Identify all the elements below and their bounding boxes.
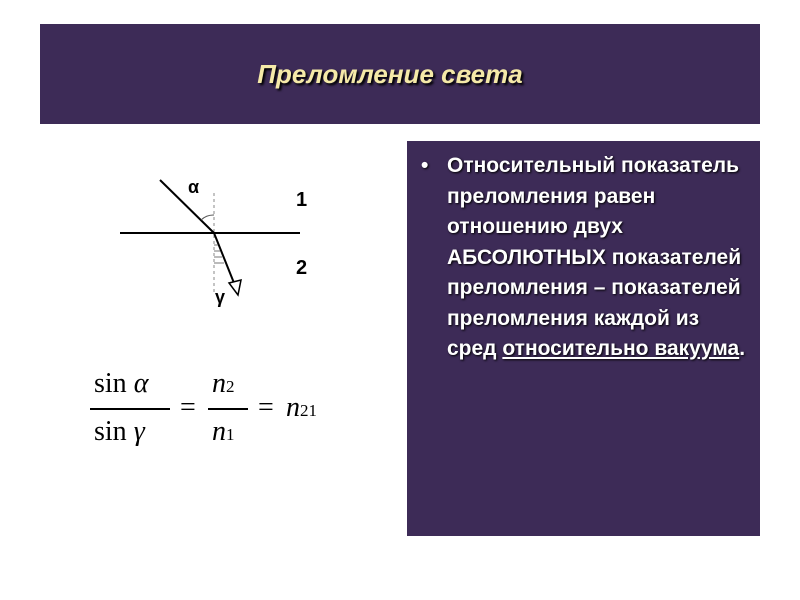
formula-sub-21: 21 — [300, 401, 317, 420]
incident-ray — [160, 180, 214, 233]
formula-equals-2: = — [258, 392, 274, 423]
gamma-label: γ — [215, 287, 226, 307]
formula-gamma: γ — [133, 416, 145, 447]
formula-n: n — [212, 416, 226, 447]
refraction-diagram — [110, 165, 340, 315]
formula-numerator-2 — [212, 368, 235, 400]
medium-2-label: 2 — [296, 257, 308, 279]
formula-equals-1: = — [180, 392, 196, 423]
alpha-label: α — [188, 177, 200, 197]
title-bar — [40, 24, 760, 124]
formula-sub-1: 1 — [226, 425, 235, 444]
snell-formula — [88, 368, 348, 468]
fraction-line-1 — [90, 408, 170, 410]
formula-numerator-1 — [94, 368, 148, 400]
formula-sub-2: 2 — [226, 377, 235, 396]
formula-n: n — [286, 392, 300, 423]
formula-sin: sin — [94, 416, 127, 447]
text-panel — [407, 141, 760, 536]
slide-title: Преломление света — [257, 58, 523, 89]
bullet-text — [447, 151, 751, 365]
fraction-line-2 — [208, 408, 248, 410]
bullet-text-underlined: относительно вакуума — [502, 337, 740, 360]
bullet-text-end: . — [739, 337, 746, 360]
formula-denominator-2 — [212, 416, 235, 448]
bullet-icon: • — [421, 154, 429, 177]
bullet-text-main: Относительный показатель преломления равен отношению двух АБСОЛЮТНЫХ показателей преломления – показателей преломления каждой из сред — [447, 154, 742, 360]
bullet-item — [421, 151, 751, 365]
formula-n21 — [286, 392, 317, 424]
refracted-ray-arrowhead — [229, 280, 241, 295]
alpha-arc — [201, 215, 214, 220]
formula-alpha: α — [133, 368, 149, 399]
formula-n: n — [212, 368, 226, 399]
formula-denominator-1 — [94, 416, 145, 448]
formula-sin: sin — [94, 368, 127, 399]
medium-1-label: 1 — [296, 189, 308, 211]
